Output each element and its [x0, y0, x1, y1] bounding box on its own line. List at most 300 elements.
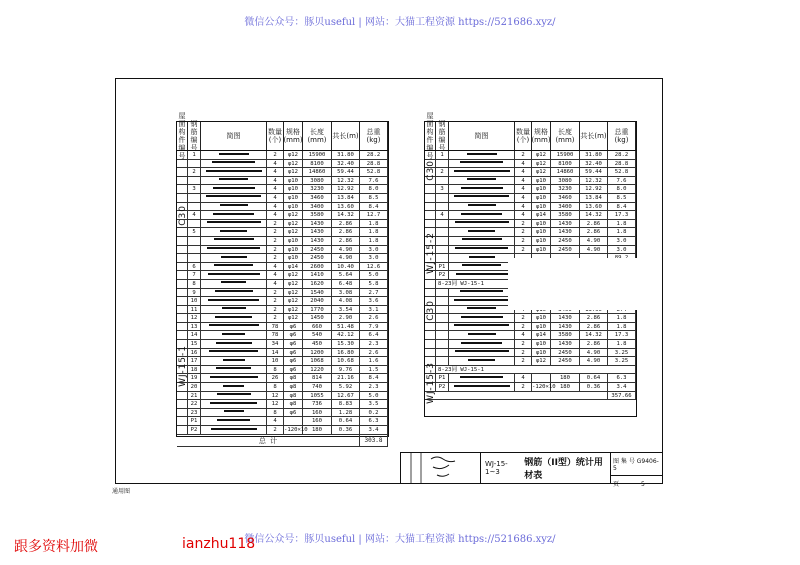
column-header: 屋面构件编号 — [425, 122, 436, 150]
table-cell: 4 — [267, 271, 284, 279]
table-row — [177, 185, 388, 194]
table-cell: 23 — [188, 409, 201, 417]
table-row — [425, 203, 636, 212]
atlas-label: 图 集 号 — [613, 458, 635, 465]
table-cell: 4.90 — [580, 349, 608, 357]
table-cell: 15900 — [303, 151, 332, 159]
table-cell — [177, 168, 188, 176]
table-cell: 2040 — [303, 297, 332, 305]
table-cell: φ8 — [284, 383, 303, 391]
table-cell — [436, 220, 449, 228]
shape-sketch — [201, 306, 267, 314]
atlas-number: G9406-5 — [613, 458, 659, 472]
rebar-table-left — [176, 112, 389, 445]
column-header: 规格(mm) — [284, 122, 303, 150]
table-cell: 6.4 — [360, 331, 388, 339]
table-cell: 1.8 — [608, 220, 636, 228]
shape-sketch — [449, 357, 515, 365]
table-cell: 4 — [515, 203, 532, 211]
table-row — [177, 357, 388, 366]
table-cell: 59.44 — [332, 168, 360, 176]
table-cell: 28.2 — [360, 151, 388, 159]
table-cell: 4 — [267, 177, 284, 185]
shape-sketch — [201, 374, 267, 382]
table-cell: 1430 — [303, 220, 332, 228]
table-cell: 0.64 — [580, 374, 608, 382]
table-cell: 7 — [188, 271, 201, 279]
table-row — [177, 297, 388, 306]
table-cell: 32.40 — [580, 160, 608, 168]
table-cell: 2 — [267, 289, 284, 297]
table-cell: 14.32 — [332, 211, 360, 219]
table-cell: φ10 — [284, 177, 303, 185]
table-row — [177, 426, 388, 435]
table-cell: 13.60 — [332, 203, 360, 211]
page-number: 5 — [640, 481, 645, 488]
table-cell: 0.36 — [580, 383, 608, 391]
shape-sketch — [201, 237, 267, 245]
side-label-wj-15-2: WJ-15-2 — [426, 232, 436, 274]
table-cell: 2 — [515, 151, 532, 159]
table-cell: 180 — [303, 426, 332, 434]
table-cell: 17 — [188, 357, 201, 365]
table-cell: 2 — [267, 254, 284, 262]
table-cell: 8100 — [551, 160, 580, 168]
signature-mark — [401, 453, 479, 483]
table-cell: 3.0 — [360, 246, 388, 254]
shape-sketch — [201, 349, 267, 357]
section-label: 8-23同 WJ-15-1 — [436, 280, 636, 288]
shape-sketch — [449, 203, 515, 211]
table-cell: 13.84 — [580, 194, 608, 202]
table-row — [177, 271, 388, 280]
table-cell — [425, 331, 436, 339]
table-cell: 450 — [303, 340, 332, 348]
shape-sketch — [201, 383, 267, 391]
table-cell — [188, 220, 201, 228]
column-header: 屋面构件编号 — [177, 122, 188, 150]
table-cell: 12.92 — [580, 185, 608, 193]
shape-sketch — [449, 340, 515, 348]
table-cell — [284, 417, 303, 425]
table-cell: 12.7 — [360, 211, 388, 219]
table-cell: 3.6 — [360, 297, 388, 305]
table-cell: 2.3 — [360, 340, 388, 348]
table-cell: φ10 — [284, 237, 303, 245]
table-cell: 3.25 — [608, 357, 636, 365]
table-row — [177, 246, 388, 255]
table-cell — [177, 323, 188, 331]
table-cell: φ10 — [532, 323, 551, 331]
table-cell — [177, 297, 188, 305]
table-cell — [177, 228, 188, 236]
shape-sketch — [449, 331, 515, 339]
table-cell: 17.3 — [608, 331, 636, 339]
table-cell: 8 — [267, 409, 284, 417]
table-cell: φ8 — [284, 374, 303, 382]
table-cell: φ12 — [284, 160, 303, 168]
table-cell: φ10 — [284, 194, 303, 202]
table-cell: 6 — [188, 263, 201, 271]
drawing-title: 钢筋（II型）统计用材表 — [524, 458, 603, 481]
table-cell: 5.0 — [360, 392, 388, 400]
table-cell: 3 — [188, 185, 201, 193]
table-cell: 4 — [515, 374, 532, 382]
watermark-top: 微信公众号：豚贝useful | 网站：大猫工程资源 https://521686.xyz/ — [244, 17, 556, 28]
table-cell — [436, 340, 449, 348]
table-cell: 4 — [515, 211, 532, 219]
table-cell: φ12 — [284, 314, 303, 322]
section-label-row — [425, 366, 636, 375]
table-cell: 4.08 — [332, 297, 360, 305]
table-cell: 12.32 — [580, 177, 608, 185]
table-cell: -120×10 — [532, 384, 556, 391]
table-cell — [188, 160, 201, 168]
table-cell: φ12 — [284, 228, 303, 236]
table-cell: 3.5 — [360, 400, 388, 408]
table-cell: 4 — [515, 194, 532, 202]
table-cell: 6.48 — [332, 280, 360, 288]
table-cell: 1068 — [303, 357, 332, 365]
table-cell: φ12 — [284, 211, 303, 219]
table-cell — [425, 289, 436, 297]
table-cell: 2 — [515, 340, 532, 348]
table-cell: 2 — [515, 246, 532, 254]
table-cell: φ12 — [284, 289, 303, 297]
table-cell — [436, 357, 449, 365]
table-cell: 14.32 — [580, 211, 608, 219]
shape-sketch — [449, 160, 515, 168]
shape-sketch — [201, 297, 267, 305]
table-cell — [436, 237, 449, 245]
table-cell — [425, 151, 436, 159]
table-cell: 14860 — [551, 168, 580, 176]
table-cell — [188, 246, 201, 254]
total-row — [177, 435, 388, 447]
table-cell: 7.6 — [608, 177, 636, 185]
table-cell: 12 — [267, 400, 284, 408]
table-cell: 1.8 — [608, 323, 636, 331]
shape-sketch — [201, 314, 267, 322]
table-cell — [188, 194, 201, 202]
table-cell: P2 — [436, 383, 449, 391]
table-cell: 0.2 — [360, 409, 388, 417]
table-cell: 4 — [515, 160, 532, 168]
table-cell: 19 — [188, 374, 201, 382]
shape-sketch — [201, 271, 267, 279]
column-header: 简图 — [449, 122, 515, 150]
table-cell: 8.5 — [360, 194, 388, 202]
table-cell: φ12 — [532, 168, 551, 176]
table-cell: 28.8 — [360, 160, 388, 168]
table-cell: φ10 — [284, 246, 303, 254]
total-row — [425, 392, 636, 401]
table-cell: 1450 — [303, 314, 332, 322]
table-cell — [425, 220, 436, 228]
table-row — [425, 237, 636, 246]
shape-sketch — [449, 254, 515, 262]
table-cell — [188, 254, 201, 262]
shape-sketch — [449, 151, 515, 159]
table-cell: 8.4 — [360, 203, 388, 211]
shape-sketch — [449, 374, 515, 382]
shape-sketch — [201, 160, 267, 168]
shape-sketch — [449, 297, 515, 305]
table-row — [177, 280, 388, 289]
shape-sketch — [449, 237, 515, 245]
table-cell: 21.16 — [332, 374, 360, 382]
table-cell: 3580 — [551, 331, 580, 339]
table-cell — [425, 349, 436, 357]
table-row — [425, 314, 636, 323]
table-cell: 28.2 — [608, 151, 636, 159]
table-cell: 2 — [515, 314, 532, 322]
shape-sketch — [201, 392, 267, 400]
total-value: 357.66 — [608, 392, 636, 400]
table-cell: 52.8 — [360, 168, 388, 176]
table-row — [177, 314, 388, 323]
table-cell — [436, 331, 449, 339]
table-cell: 2450 — [551, 237, 580, 245]
column-header: 简图 — [201, 122, 267, 150]
table-cell: φ12 — [532, 357, 551, 365]
table-cell: 3460 — [303, 194, 332, 202]
table-cell: 2 — [188, 168, 201, 176]
table-cell — [425, 323, 436, 331]
table-cell: φ12 — [284, 271, 303, 279]
table-cell — [436, 306, 449, 314]
table-row — [177, 400, 388, 409]
table-cell: 8 — [267, 366, 284, 374]
table-cell: 2450 — [551, 246, 580, 254]
table-row — [177, 168, 388, 177]
table-cell — [425, 185, 436, 193]
table-cell — [177, 194, 188, 202]
shape-sketch — [201, 289, 267, 297]
table-cell: 31.80 — [580, 151, 608, 159]
table-cell: 20 — [188, 383, 201, 391]
table-cell: 22 — [188, 400, 201, 408]
side-label-c30-right-1: C30 — [426, 160, 436, 181]
table-cell: 13.84 — [332, 194, 360, 202]
table-cell: 2 — [267, 246, 284, 254]
table-cell: φ10 — [532, 340, 551, 348]
title-cell — [481, 453, 611, 483]
table-cell — [436, 194, 449, 202]
table-cell — [436, 228, 449, 236]
table-cell: φ6 — [284, 409, 303, 417]
column-header: 总重(kg) — [360, 122, 388, 150]
table-cell: 2.90 — [332, 314, 360, 322]
table-cell: φ6 — [284, 366, 303, 374]
table-cell: 42.12 — [332, 331, 360, 339]
table-row — [425, 340, 636, 349]
side-label-wj-15-3: WJ-15-3 — [426, 362, 436, 404]
table-cell: 4 — [188, 211, 201, 219]
table-cell: φ12 — [284, 220, 303, 228]
table-cell: 6.3 — [360, 417, 388, 425]
table-cell: 5.92 — [332, 383, 360, 391]
table-cell: φ8 — [284, 400, 303, 408]
table-cell: 8 — [188, 280, 201, 288]
shape-sketch — [201, 220, 267, 228]
table-cell: 1430 — [303, 228, 332, 236]
table-cell: 2.7 — [360, 289, 388, 297]
table-row — [177, 203, 388, 212]
table-cell — [177, 177, 188, 185]
table-cell — [425, 211, 436, 219]
table-cell — [177, 314, 188, 322]
table-cell — [177, 426, 188, 434]
table-cell: 740 — [303, 383, 332, 391]
table-cell: 4 — [267, 263, 284, 271]
table-cell: 32.40 — [332, 160, 360, 168]
shape-sketch — [449, 306, 515, 314]
shape-sketch — [201, 168, 267, 176]
table-cell: φ10 — [532, 314, 551, 322]
table-row — [177, 417, 388, 426]
table-cell: φ10 — [532, 203, 551, 211]
table-cell: φ12 — [284, 168, 303, 176]
table-cell: 2.86 — [580, 323, 608, 331]
total-value: 303.8 — [360, 435, 388, 446]
table-cell: φ8 — [284, 392, 303, 400]
shape-sketch — [449, 246, 515, 254]
table-cell — [177, 409, 188, 417]
table-cell: 2 — [267, 297, 284, 305]
table-cell: 15.30 — [332, 340, 360, 348]
table-cell: 180 — [551, 383, 580, 391]
table-cell: 78 — [267, 331, 284, 339]
table-row — [177, 383, 388, 392]
table-cell: 8.0 — [360, 185, 388, 193]
table-cell: 4.90 — [580, 237, 608, 245]
table-cell: 2.86 — [332, 237, 360, 245]
table-cell: 3400 — [303, 203, 332, 211]
table-cell — [177, 246, 188, 254]
table-cell: 1200 — [303, 349, 332, 357]
table-cell — [532, 374, 551, 382]
table-cell: 3 — [436, 185, 449, 193]
table-cell: 160 — [303, 409, 332, 417]
table-row — [425, 228, 636, 237]
table-row — [425, 211, 636, 220]
table-cell: 1430 — [551, 228, 580, 236]
shape-sketch — [449, 289, 515, 297]
table-cell — [188, 203, 201, 211]
table-cell: 2.6 — [360, 349, 388, 357]
table-row — [177, 409, 388, 418]
table-cell: 2600 — [303, 263, 332, 271]
atlas-cell — [611, 453, 662, 488]
table-cell: P1 — [436, 263, 449, 271]
shape-sketch — [201, 263, 267, 271]
shape-sketch — [449, 220, 515, 228]
column-header: 共长(m) — [580, 122, 608, 150]
table-row — [177, 177, 388, 186]
table-cell: 2450 — [303, 246, 332, 254]
table-cell: 1430 — [551, 340, 580, 348]
page-label: 页 — [613, 481, 620, 488]
table-cell — [436, 289, 449, 297]
table-cell: 4 — [515, 185, 532, 193]
table-cell: 1 — [188, 151, 201, 159]
column-header: 长度(mm) — [303, 122, 332, 150]
table-cell: 2 — [267, 314, 284, 322]
table-cell — [177, 417, 188, 425]
table-cell: 34 — [267, 340, 284, 348]
table-cell: 5.8 — [360, 280, 388, 288]
table-cell: 2 — [267, 306, 284, 314]
table-cell: 540 — [303, 331, 332, 339]
table-cell — [188, 237, 201, 245]
table-cell: φ10 — [532, 194, 551, 202]
table-cell: 1.28 — [332, 409, 360, 417]
table-cell: 2 — [515, 357, 532, 365]
table-cell: φ10 — [284, 254, 303, 262]
table-cell: P1 — [436, 374, 449, 382]
table-cell: 13 — [188, 323, 201, 331]
table-cell: 2 — [267, 237, 284, 245]
shape-sketch — [201, 417, 267, 425]
table-cell: 3080 — [303, 177, 332, 185]
table-cell — [177, 151, 188, 159]
table-cell: 4 — [267, 280, 284, 288]
table-cell: 6.3 — [608, 374, 636, 382]
table-row — [177, 254, 388, 263]
table-cell: 4 — [267, 203, 284, 211]
table-cell: 4 — [267, 417, 284, 425]
table-cell: 1430 — [551, 323, 580, 331]
table-cell: 51.48 — [332, 323, 360, 331]
table-cell: 1 — [436, 151, 449, 159]
table-cell: 2.86 — [580, 340, 608, 348]
table-cell: 2 — [515, 220, 532, 228]
section-label: 8-23同 WJ-15-1 — [436, 366, 636, 374]
table-cell: 3.4 — [608, 383, 636, 391]
table-cell — [177, 392, 188, 400]
table-cell: 4.90 — [580, 246, 608, 254]
table-cell: 4.90 — [332, 246, 360, 254]
table-row — [425, 168, 636, 177]
table-cell — [177, 400, 188, 408]
side-label-c30-left: C30 — [178, 205, 188, 226]
table-cell: 31.80 — [332, 151, 360, 159]
table-cell: 4 — [515, 331, 532, 339]
shape-sketch — [449, 211, 515, 219]
table-cell: 1.5 — [360, 366, 388, 374]
table-cell: 8100 — [303, 160, 332, 168]
shape-sketch — [201, 194, 267, 202]
table-cell: 12.92 — [332, 185, 360, 193]
table-cell: 12 — [267, 392, 284, 400]
table-cell: 4 — [267, 211, 284, 219]
table-cell: 9.76 — [332, 366, 360, 374]
shape-sketch — [449, 314, 515, 322]
table-cell: φ14 — [532, 331, 551, 339]
table-cell: 4.90 — [580, 357, 608, 365]
table-cell — [177, 160, 188, 168]
blank-gap — [508, 258, 648, 310]
table-cell: φ10 — [532, 246, 551, 254]
table-cell: φ10 — [532, 349, 551, 357]
table-cell: 1.8 — [360, 237, 388, 245]
table-cell — [425, 203, 436, 211]
table-row — [177, 374, 388, 383]
table-cell: 26 — [267, 374, 284, 382]
table-cell: φ10 — [532, 237, 551, 245]
table-cell: 8 — [267, 383, 284, 391]
